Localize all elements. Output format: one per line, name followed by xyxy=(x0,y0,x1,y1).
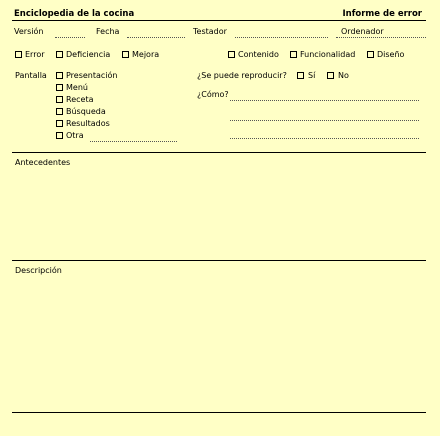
screen-option-checkbox[interactable] xyxy=(56,84,63,91)
screen-option-label: Otra xyxy=(66,131,84,140)
content-checkbox[interactable] xyxy=(228,51,235,58)
how-field-line-1[interactable] xyxy=(230,100,419,101)
screen-option-label: Búsqueda xyxy=(66,107,106,116)
computer-field[interactable] xyxy=(336,37,426,38)
screen-option-checkbox[interactable] xyxy=(56,132,63,139)
how-label: ¿Cómo? xyxy=(197,90,229,99)
description-label: Descripción xyxy=(15,266,62,275)
computer-label: Ordenador xyxy=(341,27,384,36)
how-field-line-2[interactable] xyxy=(230,120,419,121)
tester-field[interactable] xyxy=(235,37,328,38)
screen-option-label: Resultados xyxy=(66,119,110,128)
functionality-checkbox[interactable] xyxy=(290,51,297,58)
reproducible-no-checkbox[interactable] xyxy=(327,72,334,79)
screen-option-label: Menú xyxy=(66,83,88,92)
screen-option-checkbox[interactable] xyxy=(56,120,63,127)
date-label: Fecha xyxy=(96,27,120,36)
improvement-label: Mejora xyxy=(132,50,160,59)
screen-label: Pantalla xyxy=(15,71,47,80)
report-title: Informe de error xyxy=(342,9,422,19)
other-screen-field[interactable] xyxy=(90,141,177,142)
version-label: Versión xyxy=(14,27,44,36)
design-label: Diseño xyxy=(377,50,405,59)
header-divider xyxy=(12,20,426,21)
date-field[interactable] xyxy=(127,37,185,38)
screen-option-label: Receta xyxy=(66,95,94,104)
error-checkbox[interactable] xyxy=(15,51,22,58)
reproducible-no-label: No xyxy=(338,71,349,80)
deficiency-checkbox[interactable] xyxy=(56,51,63,58)
section-divider xyxy=(12,260,426,261)
section-divider xyxy=(12,152,426,153)
tester-label: Testador xyxy=(193,27,227,36)
improvement-checkbox[interactable] xyxy=(122,51,129,58)
footer-divider xyxy=(12,412,426,413)
reproducible-yes-label: Sí xyxy=(308,71,316,80)
deficiency-label: Deficiencia xyxy=(66,50,111,59)
reproducible-yes-checkbox[interactable] xyxy=(297,72,304,79)
screen-option-label: Presentación xyxy=(66,71,118,80)
screen-option-checkbox[interactable] xyxy=(56,108,63,115)
reproducible-question: ¿Se puede reproducir? xyxy=(197,71,287,80)
screen-option-checkbox[interactable] xyxy=(56,72,63,79)
how-field-line-3[interactable] xyxy=(230,138,419,139)
content-label: Contenido xyxy=(238,50,279,59)
description-area[interactable] xyxy=(12,278,426,408)
background-label: Antecedentes xyxy=(15,158,71,167)
design-checkbox[interactable] xyxy=(367,51,374,58)
form-title: Enciclopedia de la cocina xyxy=(14,9,135,19)
screen-option-checkbox[interactable] xyxy=(56,96,63,103)
functionality-label: Funcionalidad xyxy=(300,50,356,59)
background-area[interactable] xyxy=(12,170,426,258)
version-field[interactable] xyxy=(55,37,85,38)
error-label: Error xyxy=(25,50,45,59)
